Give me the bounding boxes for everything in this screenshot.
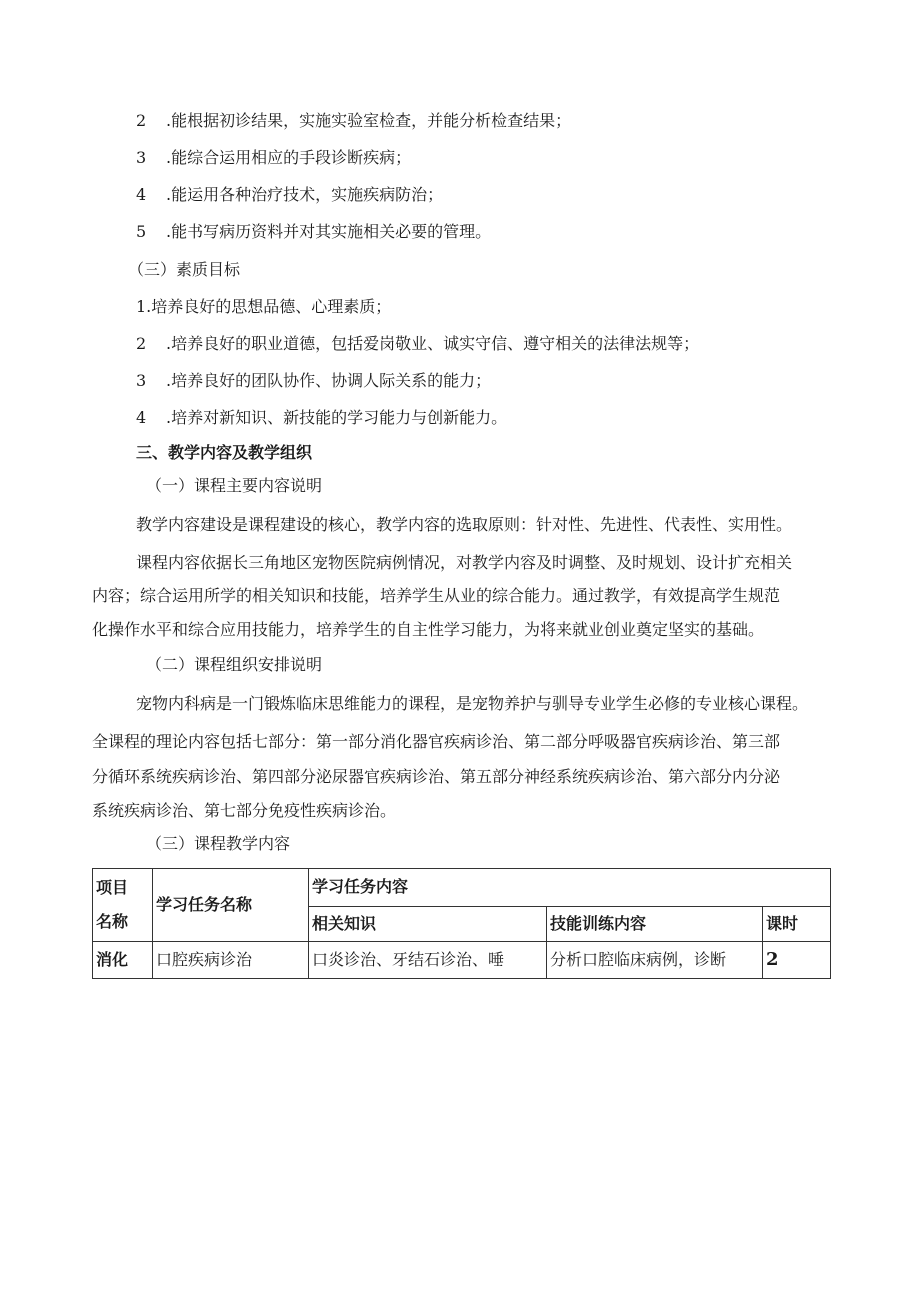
header-task-name: 学习任务名称 bbox=[153, 869, 309, 942]
subsection-2-title: （二）课程组织安排说明 bbox=[146, 655, 323, 674]
cell-skill: 分析口腔临床病例，诊断 bbox=[547, 942, 763, 979]
paragraph-organization-line-2: 全课程的理论内容包括七部分：第一部分消化器官疾病诊治、第二部分呼吸器官疾病诊治、第三部 bbox=[92, 732, 781, 751]
paragraph-content-basis-line-1: 课程内容依据长三角地区宠物医院病例情况，对教学内容及时调整、及时规划、设计扩充相关 bbox=[136, 553, 793, 572]
header-skill-training: 技能训练内容 bbox=[547, 906, 763, 942]
quality-goal-2: 2 .培养良好的职业道德，包括爱岗敬业、诚实守信、遵守相关的法律法规等； bbox=[136, 334, 700, 353]
subsection-1-title: （一）课程主要内容说明 bbox=[146, 476, 323, 495]
skill-goal-2: 2 .能根据初诊结果，实施实验室检查，并能分析检查结果； bbox=[136, 111, 572, 130]
course-content-table bbox=[92, 868, 831, 979]
cell-project: 消化 bbox=[93, 942, 153, 979]
header-project-name: 项目 名称 bbox=[93, 869, 153, 942]
paragraph-content-principle: 教学内容建设是课程建设的核心，教学内容的选取原则：针对性、先进性、代表性、实用性。 bbox=[136, 515, 793, 534]
cell-task: 口腔疾病诊治 bbox=[153, 942, 309, 979]
paragraph-content-basis-line-2: 内容；综合运用所学的相关知识和技能，培养学生从业的综合能力。通过教学，有效提高学生规范 bbox=[92, 586, 781, 605]
table-row bbox=[93, 942, 831, 979]
cell-hours: 2 bbox=[763, 942, 831, 979]
paragraph-organization-line-3: 分循环系统疾病诊治、第四部分泌尿器官疾病诊治、第五部分神经系统疾病诊治、第六部分内分泌 bbox=[92, 767, 781, 786]
skill-goal-5: 5 .能书写病历资料并对其实施相关必要的管理。 bbox=[136, 222, 492, 241]
paragraph-organization-line-1: 宠物内科病是一门锻炼临床思维能力的课程，是宠物养护与驯导专业学生必修的专业核心课程。 bbox=[136, 694, 809, 713]
cell-knowledge: 口炎诊治、牙结石诊治、唾 bbox=[309, 942, 547, 979]
section-quality-goals: （三）素质目标 bbox=[128, 260, 241, 279]
skill-goal-4: 4 .能运用各种治疗技术，实施疾病防治； bbox=[136, 185, 444, 204]
table-header-row-1 bbox=[93, 869, 831, 907]
section-3-heading: 三、教学内容及教学组织 bbox=[136, 443, 313, 462]
paragraph-content-basis-line-3: 化操作水平和综合应用技能力，培养学生的自主性学习能力，为将来就业创业奠定坚实的基础。 bbox=[92, 620, 765, 639]
quality-goal-1: 1.培养良好的思想品德、心理素质； bbox=[136, 297, 392, 316]
header-class-hours: 课时 bbox=[763, 906, 831, 942]
header-related-knowledge: 相关知识 bbox=[309, 906, 547, 942]
paragraph-organization-line-4: 系统疾病诊治、第七部分免疫性疾病诊治。 bbox=[92, 801, 397, 820]
quality-goal-3: 3 .培养良好的团队协作、协调人际关系的能力； bbox=[136, 371, 492, 390]
subsection-3-title: （三）课程教学内容 bbox=[146, 834, 291, 853]
skill-goal-3: 3 .能综合运用相应的手段诊断疾病； bbox=[136, 148, 412, 167]
header-task-content: 学习任务内容 bbox=[309, 869, 831, 907]
quality-goal-4: 4 .培养对新知识、新技能的学习能力与创新能力。 bbox=[136, 408, 508, 427]
